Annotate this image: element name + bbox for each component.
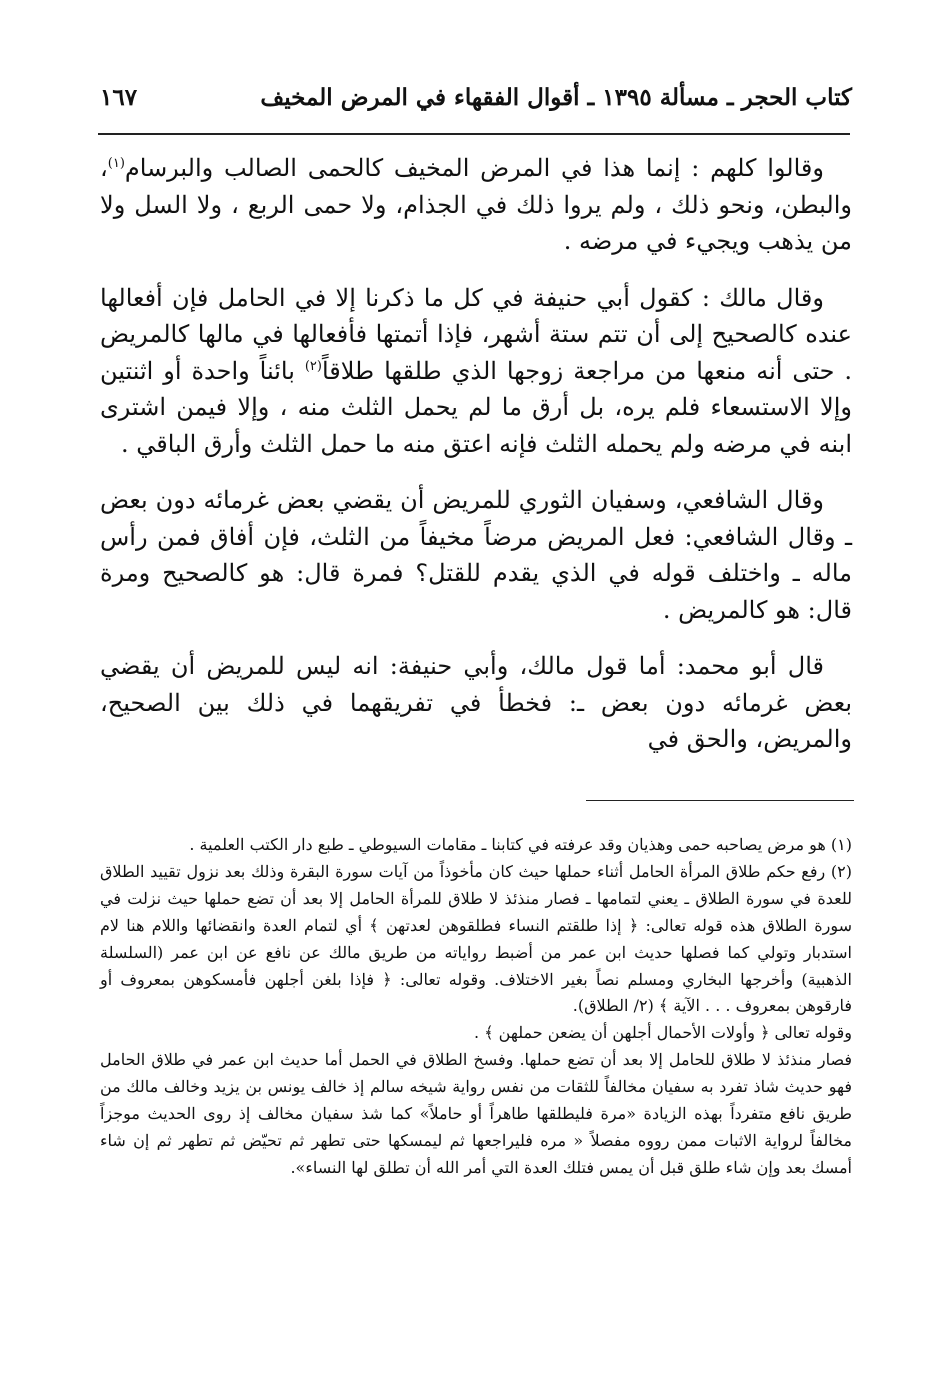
footnotes xyxy=(100,832,852,1182)
footnote-divider xyxy=(586,800,854,801)
paragraph-1 xyxy=(100,150,852,260)
footnote-2: (٢) رفع حكم طلاق المرأة الحامل أثناء حملها حيث كان مأخوذاً من آيات سورة البقرة وذلك بعد نزول تقييد الطلاق للعدة في سورة الطلاق ـ يعني لتمامها ـ فصار منذئذ لا طلاق للمرأة الحامل إلا بعد أن تضع حملها حيث نزلت في سورة الطلاق هذه قوله تعالى: ﴿ إذا طلقتم النساء فطلقوهن لعدتهن ﴾ أي لتمام العدة وانقضائها واللام هنا لام استدبار وتولي كما فصلها حديث ابن عمر من أضبط رواياته من طريق مالك عن نافع عن ابن عمر (السلسلة الذهبية) وأخرجها البخاري ومسلم نصاً بغير الاختلاف. وقوله تعالى: ﴿ فإذا بلغن أجلهن فأمسكوهن بمعروف أو فارقوهن بمعروف . . . الآية ﴾ (٢/ الطلاق). xyxy=(100,861,852,1016)
footnote-2-verse: وقوله تعالى ﴿ وأولات الأحمال أجلهن أن يضعن حملهن ﴾ . xyxy=(474,1023,852,1043)
paragraph-2 xyxy=(100,280,852,463)
footnote-ref-1[interactable]: (١) xyxy=(107,156,125,171)
footnote-2-continuation: فصار منذئذ لا طلاق للحامل إلا بعد أن تضع حملها. وفسخ الطلاق في الحمل أما حديث ابن عمر في طلاق الحامل فهو حديث شاذ تفرد به سفيان مخالفاً للثقات من نفس رواية شيخه سالم إذ خالف يونس بن يزيد وخالف مالك من طريق نافع متفرداً بهذه الزيادة «مرة فليطلقها طاهراً أو حاملاً» كما شذ سفيان مخالف إذ روى الحديث موجزاً مخالفاً لرواية الاثبات ممن رووه مفصلاً « مره فليراجعها ثم ليمسكها حتى تطهر ثم تحيّض ثم تطهر ثم إن شاء أمسك بعد وإن شاء طلق قبل أن يمس فتلك العدة التي أمر الله أن تطلق لها النساء». xyxy=(100,1050,852,1177)
paragraph-3-text: وقال الشافعي، وسفيان الثوري للمريض أن يقضي بعض غرمائه دون بعض ـ وقال الشافعي: فعل المريض مرضاً مخيفاً من الثلث، فإن أفاق فمن رأس ماله ـ واختلف قوله في الذي يقدم للقتل؟ فمرة قال: هو كالصحيح ومرة قال: هو كالمريض . xyxy=(100,486,852,624)
paragraph-2-text: وقال مالك : كقول أبي حنيفة في كل ما ذكرنا إلا في الحامل فإن أفعالها عنده كالصحيح إلى أن تتم ستة أشهر، فإذا أتمتها فأفعالها في مالها كالمريض . حتى أنه منعها من مراجعة زوجها الذي طلقها طلاقاً xyxy=(100,283,852,385)
main-text xyxy=(100,150,852,778)
running-title: كتاب الحجر ـ مسألة ١٣٩٥ ـ أقوال الفقهاء في المرض المخيف xyxy=(260,84,852,111)
header-divider xyxy=(98,133,850,135)
paragraph-3 xyxy=(100,482,852,628)
paragraph-1-tail: ، والبطن، ونحو ذلك ، ولم يروا ذلك في الجذام، ولا حمى الربع ، ولا السل ولا من يذهب ويجيء في مرضه . xyxy=(100,154,852,255)
paragraph-1-text: وقالوا كلهم : إنما هذا في المرض المخيف كالحمى الصالب والبرسام xyxy=(124,154,824,182)
page-header xyxy=(100,84,852,124)
footnote-ref-2[interactable]: (٢) xyxy=(304,358,322,374)
paragraph-4 xyxy=(100,648,852,758)
page-number: ١٦٧ xyxy=(100,84,138,111)
paragraph-2-tail: بائناً واحدة أو اثنتين وإلا الاستسعاء فلم يره، بل أرق ما لم يحمل الثلث منه ، وإلا فيمن اشترى ابنه في مرضه ولم يحمله الثلث فإنه اعتق منه ما حمل الثلث وأرق الباقي . xyxy=(100,356,852,458)
paragraph-4-text: قال أبو محمد: أما قول مالك، وأبي حنيفة: انه ليس للمريض أن يقضي بعض غرمائه دون بعض ـ: فخطأ في تفريقهما في ذلك بين الصحيح، والمريض، والحق في xyxy=(100,652,853,753)
footnote-1: (١) هو مرض يصاحبه حمى وهذيان وقد عرفته في كتابنا ـ مقامات السيوطي ـ طبع دار الكتب العلمية . xyxy=(189,835,852,854)
